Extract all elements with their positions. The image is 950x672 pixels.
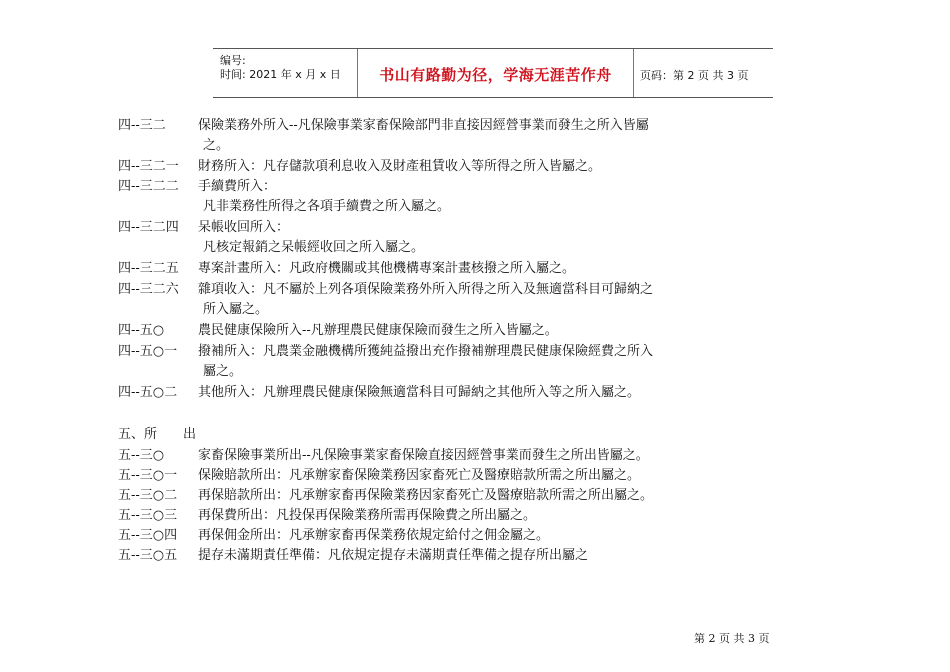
- entry-continuation: 凡核定報銷之呆帳經收回之所入屬之。: [203, 240, 425, 255]
- entry-code: 四--五○二: [118, 385, 178, 400]
- entry-text: 保險業務外所入--凡保險事業家畜保險部門非直接因經營事業而發生之所入皆屬: [198, 118, 649, 133]
- entry-code: 五--三○三: [118, 508, 178, 523]
- entry-text: 再保賠款所出：凡承辦家畜再保險業務因家畜死亡及醫療賠款所需之所出屬之。: [198, 488, 654, 503]
- document-number-label: 编号:: [220, 54, 246, 67]
- entry-continuation: 所入屬之。: [203, 302, 269, 317]
- entry-code: 四--三二一: [118, 159, 179, 174]
- entry-text: 撥補所入：凡農業金融機構所獲純益撥出充作撥補辦理農民健康保險經費之所入: [198, 344, 654, 359]
- entry-text: 財務所入：凡存儲款項利息收入及財產租賃收入等所得之所入皆屬之。: [198, 159, 602, 174]
- entry-text: 手續費所入：: [198, 179, 277, 194]
- entry-text: 雜項收入：凡不屬於上列各項保險業務外所入所得之所入及無適當科目可歸納之: [198, 282, 654, 297]
- entry-continuation: 凡非業務性所得之各項手續費之所入屬之。: [203, 199, 451, 214]
- entry-code: 四--五○一: [118, 344, 178, 359]
- header-slogan: 书山有路勤为径，学海无涯苦作舟: [379, 66, 612, 84]
- entry-code: 四--五○: [118, 323, 165, 338]
- entry-text: 提存未滿期責任準備：凡依規定提存未滿期責任準備之提存所出屬之: [198, 548, 589, 563]
- entry-text: 其他所入：凡辦理農民健康保險無適當科目可歸納之其他所入等之所入屬之。: [198, 385, 641, 400]
- page-footer: 第 2 页 共 3 页: [694, 632, 770, 645]
- entry-text: 專案計畫所入：凡政府機關或其他機構專案計畫核撥之所入屬之。: [198, 261, 576, 276]
- entry-continuation: 屬之。: [203, 364, 243, 379]
- header-page-cell: [634, 49, 773, 97]
- entry-continuation: 之。: [203, 138, 230, 153]
- entry-text: 再保費所出：凡投保再保險業務所需再保險費之所出屬之。: [198, 508, 537, 523]
- entry-code: 四--三二五: [118, 261, 179, 276]
- entry-text: 呆帳收回所入：: [198, 220, 290, 235]
- entry-text: 農民健康保險所入--凡辦理農民健康保險而發生之所入皆屬之。: [198, 323, 558, 338]
- entry-code: 四--三二四: [118, 220, 179, 235]
- entry-code: 四--三二: [118, 118, 166, 133]
- entry-code: 五--三○: [118, 448, 165, 463]
- entry-text: 再保佣金所出：凡承辦家畜再保業務依規定給付之佣金屬之。: [198, 528, 550, 543]
- entry-code: 五--三○一: [118, 468, 178, 483]
- entry-text: 家畜保險事業所出--凡保險事業家畜保險直接因經營事業而發生之所出皆屬之。: [198, 448, 649, 463]
- entry-text: 保險賠款所出：凡承辦家畜保險業務因家畜死亡及醫療賠款所需之所出屬之。: [198, 468, 641, 483]
- header-slogan-cell: [358, 49, 634, 97]
- header-meta: [213, 49, 358, 97]
- entry-code: 五--三○二: [118, 488, 178, 503]
- document-time-label: 时间: 2021 年 x 月 x 日: [220, 68, 341, 81]
- section-title: 五、所 出: [118, 427, 197, 442]
- entry-code: 五--三○四: [118, 528, 178, 543]
- entry-code: 四--三二六: [118, 282, 179, 297]
- header-page-number: 页码：第 2 页 共 3 页: [640, 69, 749, 82]
- page-header: [213, 48, 773, 98]
- entry-code: 五--三○五: [118, 548, 178, 563]
- entry-code: 四--三二二: [118, 179, 179, 194]
